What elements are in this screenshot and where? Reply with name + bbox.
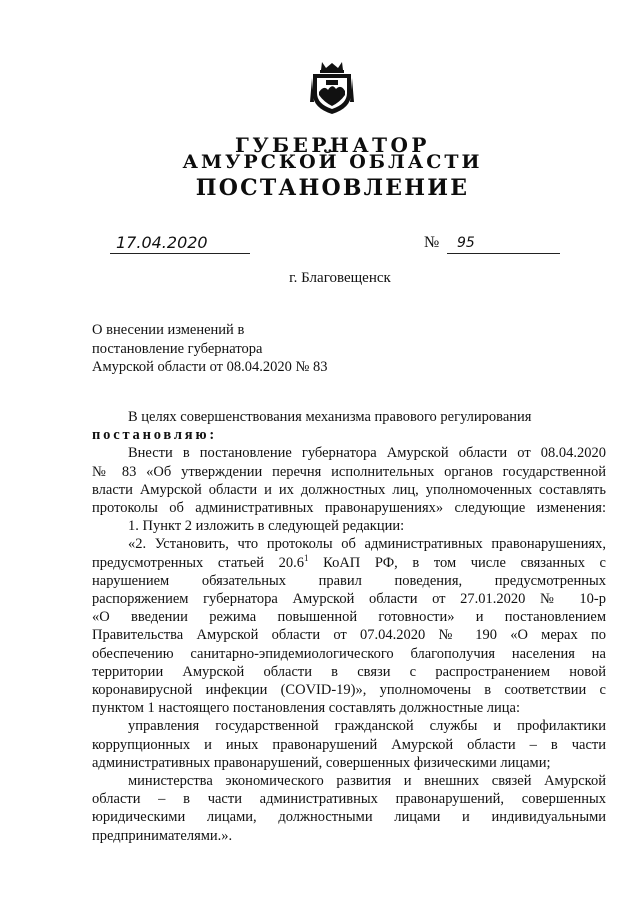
number-label: №	[424, 234, 440, 251]
body-line: предпринимателями.».	[92, 827, 233, 844]
issuer-title: ГУБЕРНАТОР	[235, 133, 430, 157]
subject-line: Амурской области от 08.04.2020 № 83	[92, 359, 328, 375]
body-line: юридическими лицами, должностными лицами и индивидуальными	[92, 809, 606, 826]
body-line: 1. Пункт 2 изложить в следующей редакции:	[128, 518, 405, 535]
body-line: власти Амурской области и их должностных лиц, уполномоченных составлять	[92, 481, 606, 498]
body-line: «2. Установить, что протоколы об административных правонарушениях,	[128, 536, 606, 553]
decree-subject	[92, 321, 327, 377]
body-line: административных правонарушений, совершенных физическими лицами;	[92, 754, 551, 771]
body-line: области – в части административных правонарушений, совершенных	[92, 791, 606, 808]
body-line: Правительства Амурской области от 07.04.2020 № 190 «О мерах по	[92, 627, 606, 644]
body-line	[92, 554, 606, 572]
decree-keyword: постановляю:	[92, 427, 217, 444]
body-line: министерства экономического развития и внешних связей Амурской	[128, 773, 606, 790]
body-line: № 83 «Об утверждении перечня исполнительных органов государственной	[92, 463, 606, 480]
decree-number: 95	[447, 233, 560, 254]
body-line: Внести в постановление губернатора Амурской области от 08.04.2020	[128, 445, 606, 462]
body-line: нарушением обязательных правил поведения, предусмотренных	[92, 572, 606, 589]
decree-body	[92, 408, 606, 845]
body-line: коронавирусной инфекции (COVID-19)», уполномочены в соответствии с	[92, 682, 606, 699]
document-type-title: ПОСТАНОВЛЕНИЕ	[195, 175, 470, 201]
subject-line: О внесении изменений в	[92, 322, 245, 338]
subject-line: постановление губернатора	[92, 340, 263, 357]
body-line: обеспечению санитарно-эпидемиологического благополучия населения на	[92, 645, 606, 662]
body-line: управления государственной гражданской службы и профилактики	[128, 718, 606, 735]
article-superscript: 1	[304, 552, 309, 563]
body-line: «О введении режима повышенной готовности» и постановлением	[92, 609, 606, 626]
article-reference-rest: КоАП РФ, в том числе связанных с	[308, 554, 606, 571]
body-line: территории Амурской области в связи с распространением новой	[92, 663, 606, 680]
body-line: распоряжением губернатора Амурской области от 27.01.2020 № 10-р	[92, 591, 606, 608]
body-line: коррупционных и иных правонарушений Амурской области – в части	[92, 736, 606, 753]
city-label: г. Благовещенск	[289, 270, 391, 286]
coat-of-arms-emblem	[310, 58, 354, 116]
decree-date: 17.04.2020	[110, 233, 250, 254]
preamble-text: В целях совершенствования механизма правового регулирования	[128, 409, 532, 425]
body-line: пунктом 1 настоящего постановления составлять должностные лица:	[92, 700, 520, 717]
article-reference: предусмотренных статьей 20.6	[92, 554, 305, 571]
region-title: АМУРСКОЙ ОБЛАСТИ	[182, 151, 483, 173]
body-line: протоколы об административных правонарушениях» следующие изменения:	[92, 500, 606, 517]
